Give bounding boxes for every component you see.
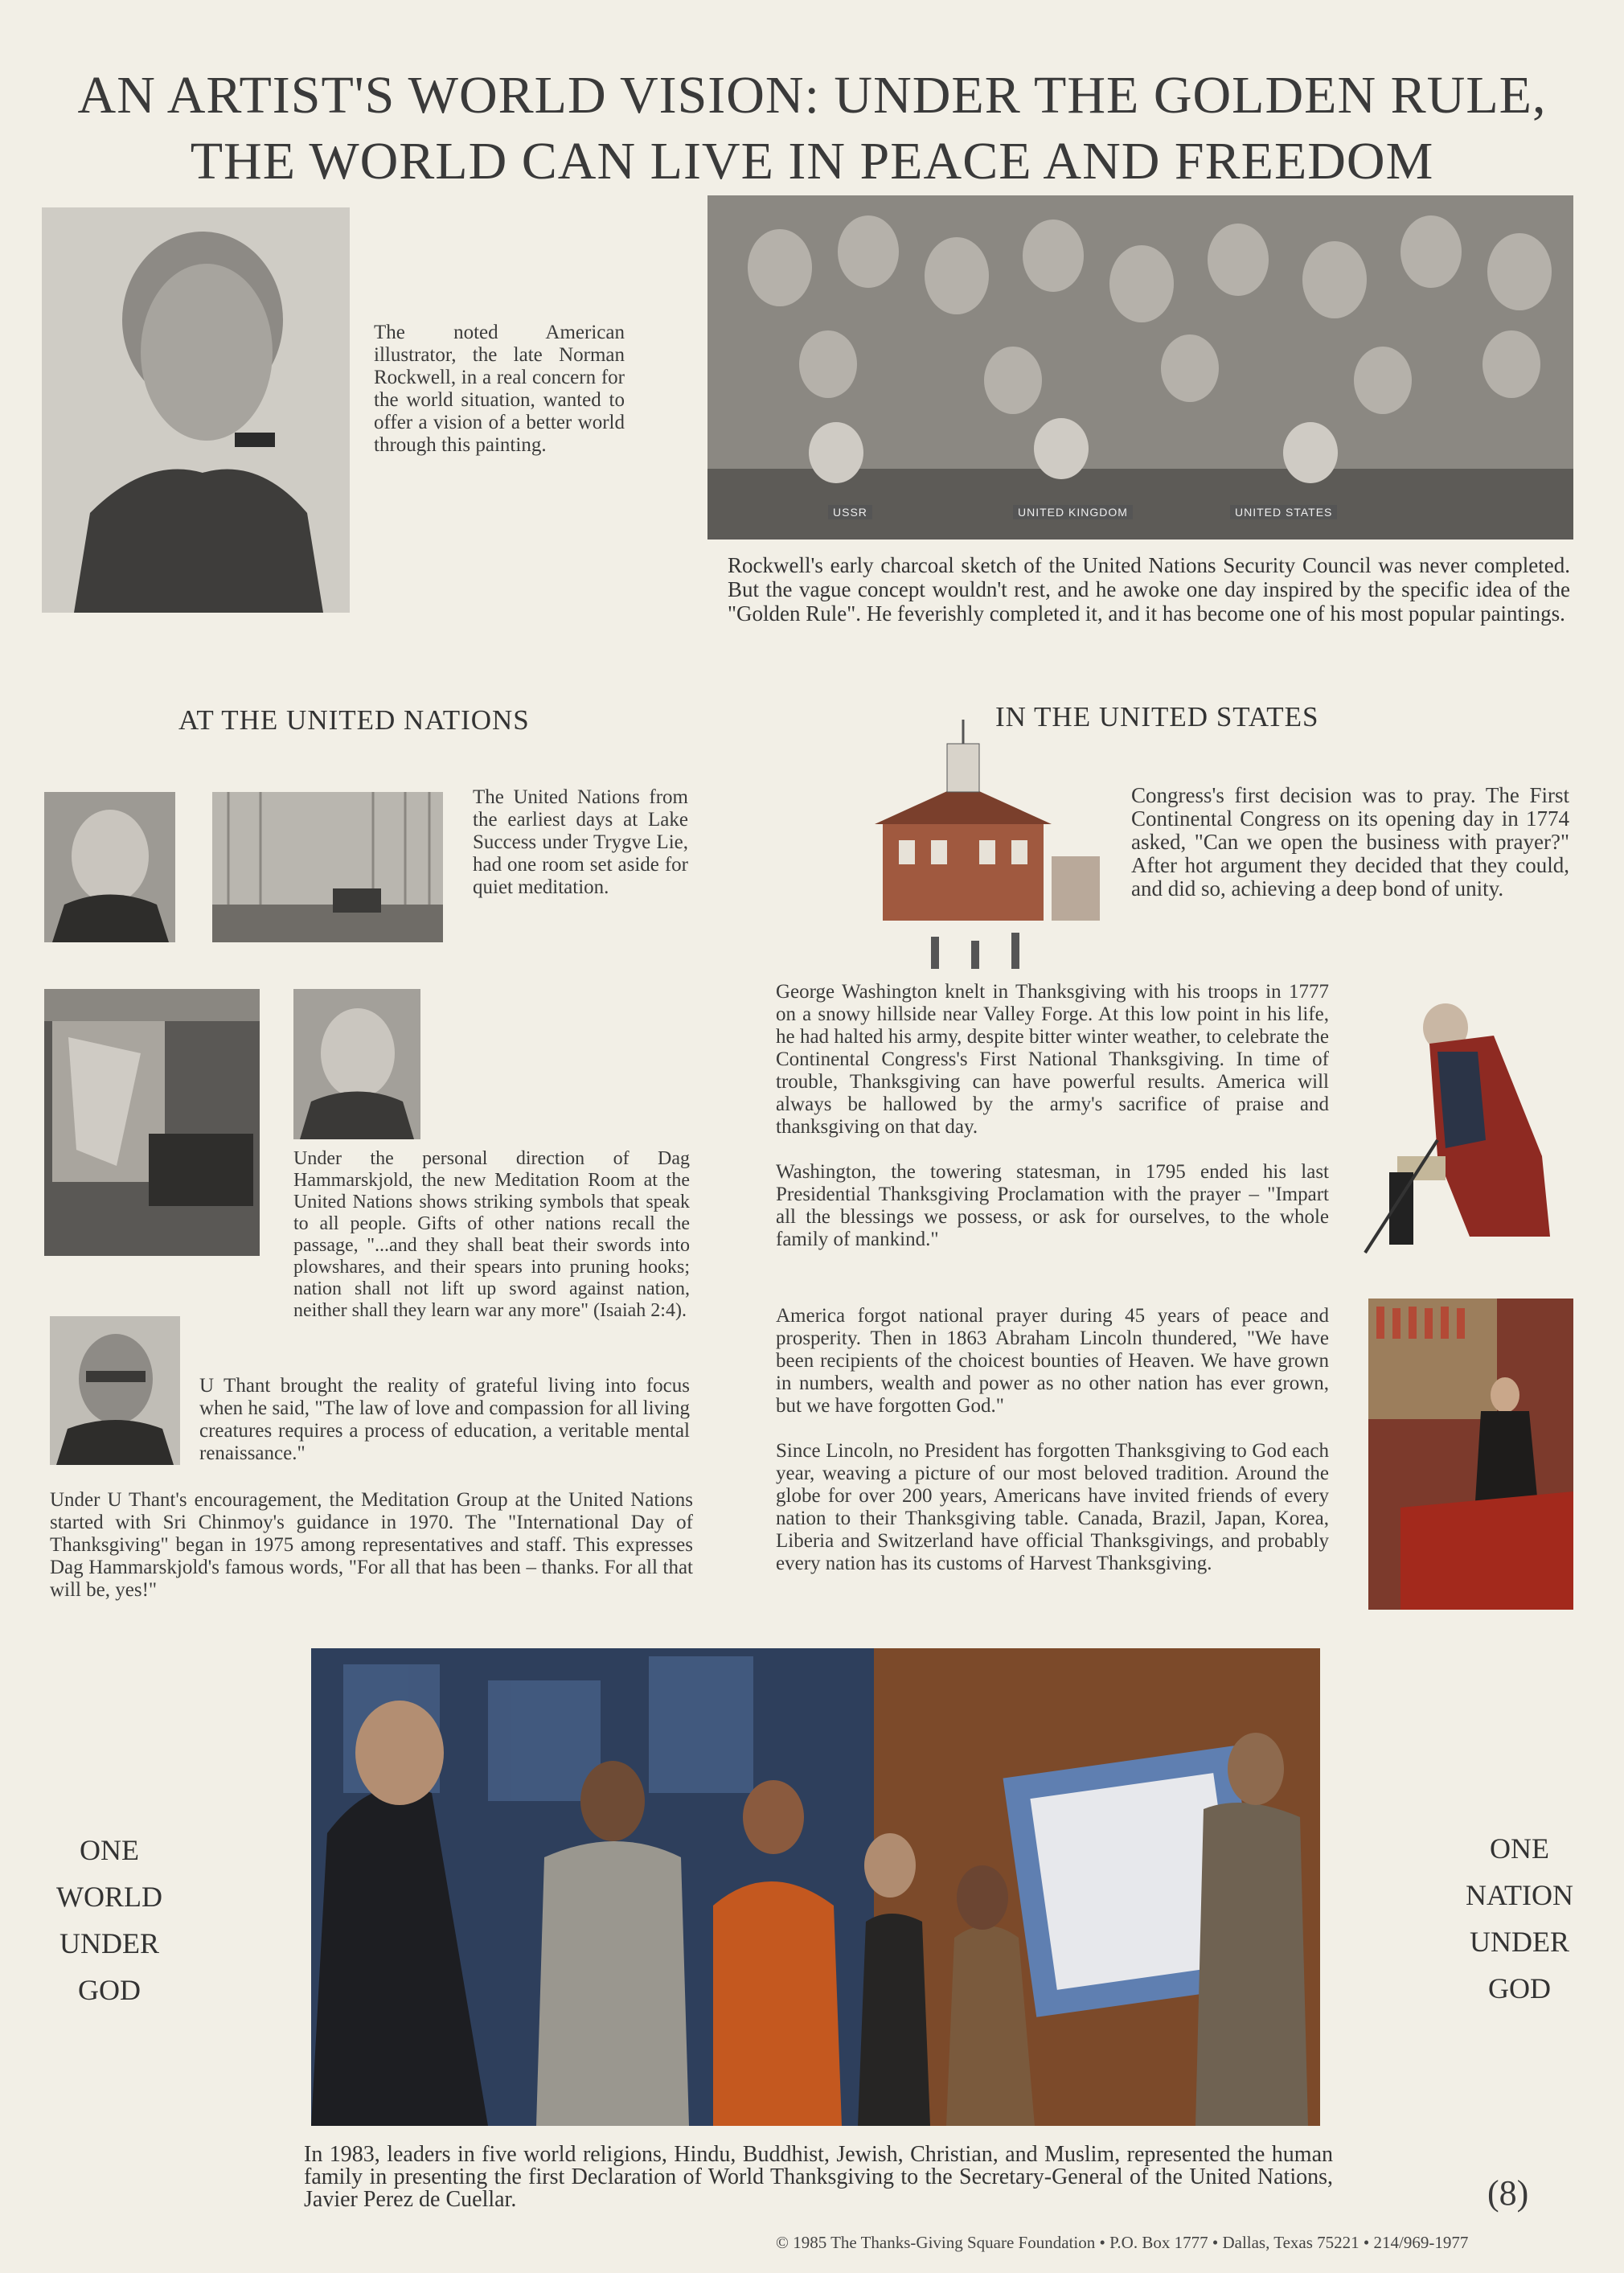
sketch-label-uk: UNITED KINGDOM [1013, 505, 1133, 519]
left-motto-line-3: UNDER [59, 1927, 159, 1959]
us-section-heading: IN THE UNITED STATES [995, 701, 1319, 732]
us-paragraph-2: George Washington knelt in Thanksgiving with his troops in 1777 on a snowy hillside near Valley Forge. At this low point in his life, he had halted his army, despite bitter winter weather, to celebrate the Continental Congress's First National Thanksgiving. In time of trouble, Thanksgiving can have powerful results. America will always be hallowed by the army's sacrifice of praise and thanksgiving on that day. [776, 981, 1329, 1138]
page-title [0, 63, 1624, 195]
us-paragraph-5: Since Lincoln, no President has forgotten Thanksgiving to God each year, weaving a picture of our most beloved tradition. Around the globe for over 200 years, Americans have invited friends of every nation to their Thanksgiving table. Canada, Brazil, Japan, Korea, Liberia and Switzerland have official Thanksgivings, and probably every nation has its customs of Harvest Thanksgiving. [776, 1440, 1329, 1574]
us-paragraph-1: Congress's first decision was to pray. The First Continental Congress on its opening day in 1774 asked, "Can we open the business with prayer?" After hot argument they decided that they could, and did so, achieving a deep bond of unity. [1131, 783, 1569, 901]
un-section-heading: AT THE UNITED NATIONS [178, 704, 530, 736]
hammarskjold-portrait [293, 989, 420, 1139]
us-paragraph-3: Washington, the towering statesman, in 1795 ended his last Presidential Thanksgiving Proclamation with the prayer – "Impart all the blessings we possess, or ask for ourselves, to the whole family of mankind." [776, 1161, 1329, 1250]
lincoln-painting [1368, 1299, 1573, 1610]
charcoal-sketch [707, 195, 1573, 540]
un-paragraph-1: The United Nations from the earliest days at Lake Success under Trygve Lie, had one room set aside for quiet meditation. [473, 786, 688, 898]
copyright-line: © 1985 The Thanks-Giving Square Foundation • P.O. Box 1777 • Dallas, Texas 75221 • 214/969-1977 [776, 2233, 1469, 2252]
right-motto-line-3: UNDER [1470, 1926, 1569, 1958]
us-paragraph-4: America forgot national prayer during 45 years of peace and prosperity. Then in 1863 Abraham Lincoln thundered, "We have been recipients of the choicest bounties of Heaven. We have grown in numbers, wealth and power as no other nation has ever grown, but we have forgotten God." [776, 1305, 1329, 1417]
meditation-room-photo [44, 989, 260, 1256]
left-motto-line-1: ONE [80, 1834, 139, 1866]
rockwell-portrait [42, 207, 350, 613]
un-paragraph-2: Under the personal direction of Dag Hammarskjold, the new Meditation Room at the United Nations shows striking symbols that speak to all people. Gifts of other nations recall the passage, "...and they shall beat their swords into plowshares, and their spears into pruning hooks; nation shall not lift up sword against nation, neither shall they learn war any more" (Isaiah 2:4). [293, 1148, 690, 1321]
lake-success-room-photo [212, 792, 443, 942]
trygve-lie-portrait [44, 792, 175, 942]
right-side-motto [1439, 1825, 1600, 2012]
un-paragraph-3: U Thant brought the reality of grateful living into focus when he said, "The law of love and compassion for all living creatures requires a process of education, a veritable mental renaissance." [199, 1375, 690, 1464]
page-number: (8) [1487, 2173, 1529, 2213]
washington-kneeling-painting [1357, 995, 1578, 1257]
right-motto-line-4: GOD [1488, 1972, 1551, 2004]
left-motto-line-2: WORLD [56, 1881, 162, 1913]
declaration-presentation-photo [311, 1648, 1320, 2126]
un-paragraph-4: Under U Thant's encouragement, the Meditation Group at the United Nations started with Sri Chinmoy's guidance in 1970. The "International Day of Thanksgiving" began in 1975 among representatives and staff. This expresses Dag Hammarskjold's famous words, "For all that has been – thanks. For all that will be, yes!" [50, 1489, 693, 1601]
title-line-1: AN ARTIST'S WORLD VISION: UNDER THE GOLDEN RULE, [77, 66, 1547, 125]
un-paragraph-2-top [474, 983, 690, 1147]
sketch-label-us: UNITED STATES [1230, 505, 1337, 519]
right-motto-line-2: NATION [1466, 1879, 1573, 1911]
title-line-2: THE WORLD CAN LIVE IN PEACE AND FREEDOM [190, 132, 1434, 191]
sketch-caption: Rockwell's early charcoal sketch of the United Nations Security Council was never completed. But the vague concept wouldn't rest, and he awoke one day inspired by the specific idea of the "Golden Rule". He feverishly completed it, and it has become one of his most popular paintings. [728, 553, 1570, 626]
left-side-motto [29, 1827, 190, 2013]
right-motto-line-1: ONE [1490, 1832, 1549, 1865]
u-thant-portrait [50, 1316, 180, 1465]
independence-hall-drawing [826, 720, 1124, 973]
left-motto-line-4: GOD [78, 1974, 141, 2006]
rockwell-text: The noted American illustrator, the late Norman Rockwell, in a real concern for the world situation, wanted to offer a vision of a better world through this painting. [374, 322, 625, 456]
presentation-caption: In 1983, leaders in five world religions, Hindu, Buddhist, Jewish, Christian, and Muslim, represented the human family in presenting the first Declaration of World Thanksgiving to the Secretary-General of the United Nations, Javier Perez de Cuellar. [304, 2142, 1333, 2212]
sketch-label-ussr: USSR [828, 505, 872, 519]
